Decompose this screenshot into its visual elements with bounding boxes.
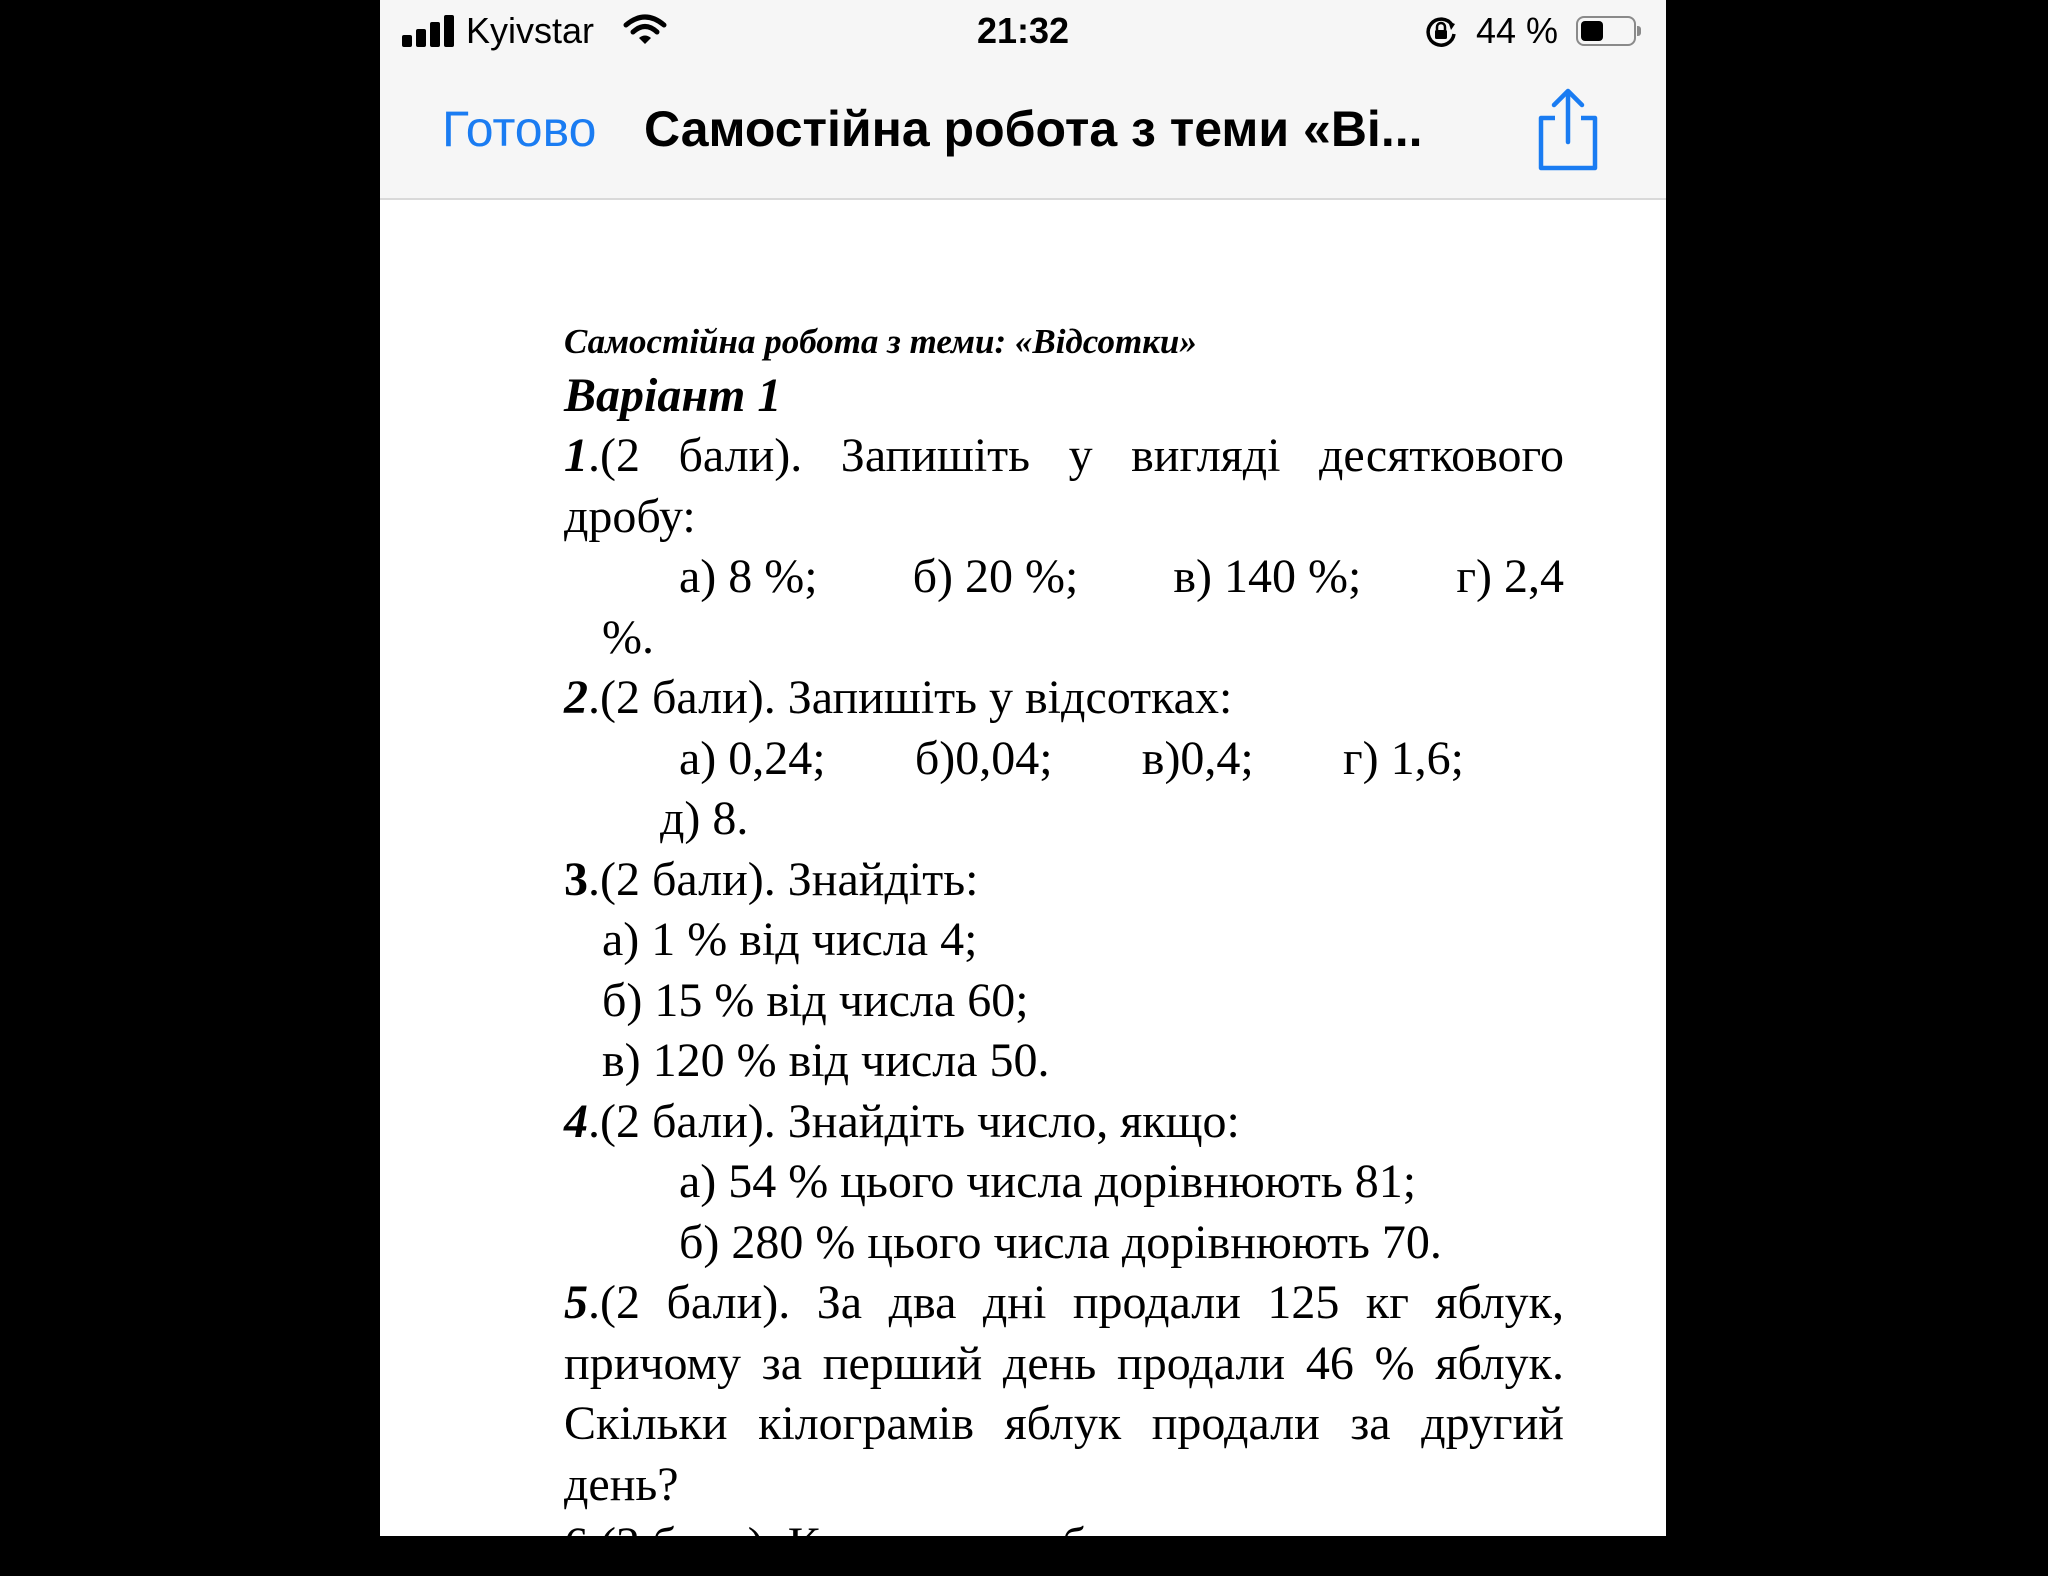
- document-title: Самостійна робота з теми «Ві...: [644, 101, 1423, 157]
- task-number: 4: [564, 1094, 588, 1148]
- status-time: 21:32: [976, 10, 1070, 51]
- task-text: .(2 бали). Запишіть у вигляді десяткового дробу:: [564, 429, 1564, 543]
- task-text: .(2 бали). Знайдіть:: [588, 852, 979, 906]
- cellular-signal-icon: [402, 15, 456, 47]
- task-text: .(2 бали). Знайдіть число, якщо:: [588, 1094, 1240, 1148]
- task-number: 5: [564, 1276, 588, 1329]
- task-number: 2: [564, 671, 588, 724]
- task-4: [564, 1092, 1564, 1153]
- carrier-name: Kyivstar: [466, 10, 595, 51]
- orientation-lock-icon: [1424, 15, 1458, 49]
- document-heading: Самостійна робота з теми: «Відсотки»: [564, 322, 1197, 361]
- task-number: 1: [564, 429, 588, 482]
- navigation-bar: [380, 66, 1666, 200]
- option: г) 2,4: [1456, 550, 1564, 603]
- task-3: [564, 850, 1564, 911]
- task-5: [564, 1273, 1564, 1515]
- task-3-item: б) 15 % від числа 60;: [602, 973, 1029, 1027]
- option: б)0,04;: [914, 731, 1053, 785]
- wifi-icon: [624, 14, 666, 46]
- done-button[interactable]: Готово: [442, 101, 597, 157]
- variant-title: Варіант 1: [564, 369, 782, 422]
- phone-screen: [380, 0, 1666, 1571]
- task-text: .(2 бали). За два дні продали 125 кг яблук, причому за перший день продали 46 % яблук. Скільки кілограмів яблук продали за другий день?: [564, 1276, 1564, 1511]
- option: г) 1,6;: [1342, 731, 1464, 785]
- task-3-item: а) 1 % від числа 4;: [602, 913, 978, 966]
- option: в)0,4;: [1141, 731, 1254, 785]
- task-6-partial: 6.(2 бали). Кожного дня б...: [564, 1518, 1123, 1571]
- battery-percent: 44 %: [1476, 10, 1559, 51]
- task-text: .(2 бали). Запишіть у відсотках:: [588, 671, 1233, 724]
- document-content: [564, 318, 1564, 1576]
- task-1-tail: %.: [602, 610, 654, 664]
- task-number: 3: [564, 852, 588, 906]
- battery-level: [1581, 21, 1603, 41]
- task-1-options: [564, 547, 1564, 608]
- task-1: [564, 426, 1564, 547]
- task-2-tail: д) 8.: [660, 792, 749, 845]
- share-icon[interactable]: [1533, 86, 1603, 172]
- task-2-options: [564, 729, 1464, 790]
- task-3-item: в) 120 % від числа 50.: [602, 1034, 1050, 1087]
- status-bar: [380, 0, 1666, 66]
- option: а) 8 %;: [679, 550, 818, 603]
- option: б) 20 %;: [912, 550, 1079, 603]
- option: в) 140 %;: [1173, 550, 1362, 603]
- task-4-item: а) 54 % цього числа дорівнюють 81;: [679, 1155, 1417, 1208]
- task-4-item: б) 280 % цього числа дорівнюють 70.: [679, 1215, 1442, 1269]
- battery-icon: [1576, 16, 1636, 46]
- option: а) 0,24;: [679, 731, 826, 785]
- task-2: [564, 668, 1564, 729]
